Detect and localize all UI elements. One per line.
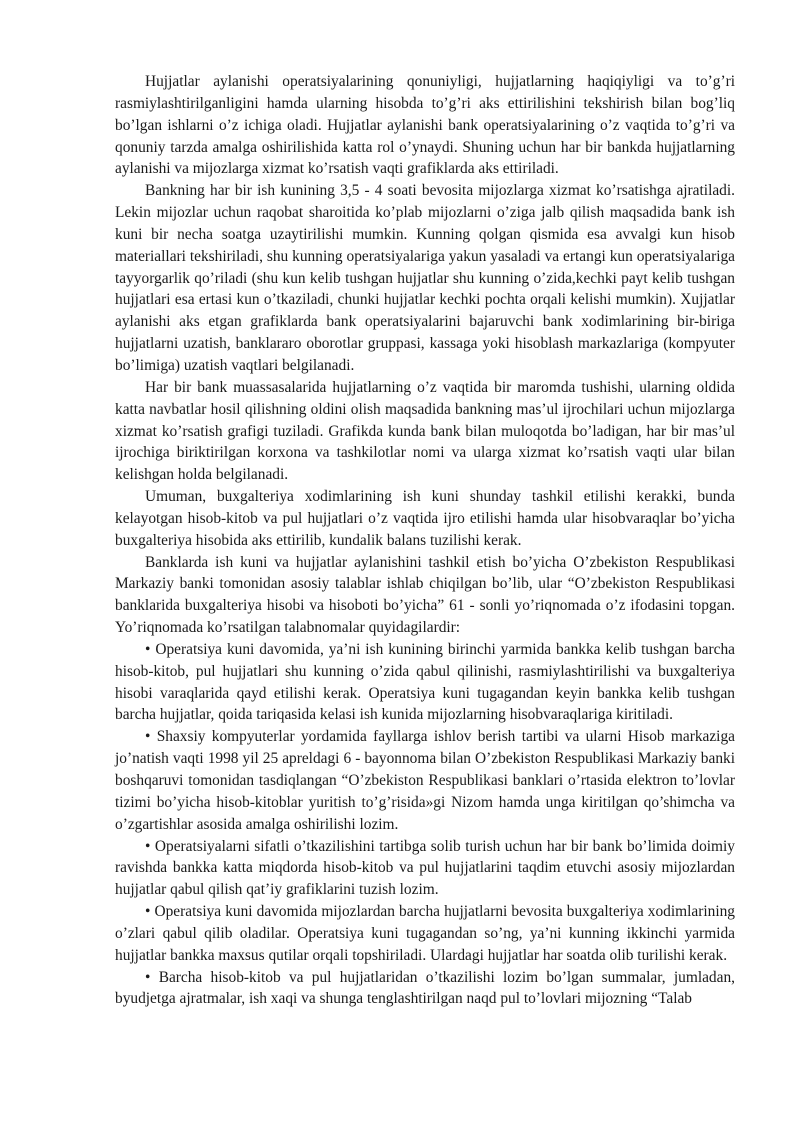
bullet-item-2 xyxy=(115,726,735,835)
paragraph-5: Banklarda ish kuni va hujjatlar aylanishini tashkil etish bo’yicha O’zbekiston Respublikasi Markaziy banki tomonidan asosiy talablar ishlab chiqilgan bo’lib, ular “O’zbekiston Respublikasi banklarida buxgalteriya hisobi va hisoboti bo’yicha” 61 - sonli yo’riqnomada o’z ifodasini topgan. Yo’riqnomada ko’rsatilgan talabnomalar quyidagilardir: xyxy=(115,553,735,637)
document-page xyxy=(115,71,735,1010)
paragraph-2: Bankning har bir ish kunining 3,5 - 4 soati bevosita mijozlarga xizmat ko’rsatishga ajratiladi. Lekin mijozlar uchun raqobat sharoitida ko’plab mijozlarni o’ziga jalb qilish maqsadida bank ish kuni bir necha soatga uzaytirilishi mumkin. Kunning qolgan qismida esa avvalgi kun hisob materiallari tekshiriladi, shu kunning operatsiyalariga yakun yasaladi va ertangi kun operatsiyalariga tayyorgarlik qo’riladi (shu kun kelib tushgan hujjatlar shu kunning o’zida,kechki payt kelib tushgan hujjatlari esa ertasi kun o’tkaziladi, chunki hujjatlar kechki pochta orqali kelishi mumkin). Xujjatlar aylanishi aks etgan grafiklarda bank operatsiyalarini bajaruvchi bank xodimlarining bir-biriga hujjatlarni uzatish, banklararo oborotlar gruppasi, kassaga yoki hisoblash markazlariga (kompyuter bo’limiga) uzatish vaqtlari belgilanadi. xyxy=(115,182,735,374)
bullet-item-4 xyxy=(115,901,735,967)
bullet-icon: • xyxy=(145,728,151,746)
bullet-icon: • xyxy=(145,903,151,921)
bullet-item-1 xyxy=(115,639,735,726)
bullet-icon: • xyxy=(145,837,151,855)
bullet-item-3 xyxy=(115,836,735,902)
bullet-icon: • xyxy=(145,968,151,986)
bullet-text: Operatsiya kuni davomida mijozlardan barcha hujjatlarni bevosita buxgalteriya xodimlarining o’zlari qabul qilib oladilar. Operatsiya kuni tugagandan so’ng, ya’ni kunning ikkinchi yarmida hujjatlar bankka maxsus qutilar orqali topshiriladi. Ulardagi hujjatlar har soatda olib turilishi kerak. xyxy=(115,903,735,964)
paragraph-4: Umuman, buxgalteriya xodimlarining ish kuni shunday tashkil etilishi kerakki, bunda kelayotgan hisob-kitob va pul hujjatlari o’z vaqtida ijro etilishi hamda ular hisobvaraqlar bo’yicha buxgalteriya hisobida aks ettirilib, kundalik balans tuzilishi kerak. xyxy=(115,488,735,549)
bullet-text: Operatsiya kuni davomida, ya’ni ish kunining birinchi yarmida bankka kelib tushgan barcha hisob-kitob, pul hujjatlari shu kunning o’zida qabul qilinishi, rasmiylashtirilishi va buxgalteriya hisobi varaqlarida qayd etilishi kerak. Operatsiya kuni tugagandan keyin bankka kelib tushgan barcha hujjatlar, qoida tariqasida kelasi ish kunida mijozlarning hisobvaraqlariga kiritiladi. xyxy=(115,640,735,724)
bullet-text: Barcha hisob-kitob va pul hujjatlaridan o’tkazilishi lozim bo’lgan summalar, jumladan, byudjetga ajratmalar, ish xaqi va shunga tenglashtirilgan naqd pul to’lovlari mijozning “Talab xyxy=(115,968,735,1008)
bullet-text: Operatsiyalarni sifatli o’tkazilishini tartibga solib turish uchun har bir bank bo’limida doimiy ravishda bankka katta miqdorda hisob-kitob va pul hujjatlarini taqdim etuvchi asosiy mijozlardan hujjatlar qabul qilish qat’iy grafiklarini tuzish lozim. xyxy=(115,837,735,899)
bullet-icon: • xyxy=(145,640,151,658)
paragraph-3: Har bir bank muassasalarida hujjatlarning o’z vaqtida bir maromda tushishi, ularning oldida katta navbatlar hosil qilishning oldini olish maqsadida bankning mas’ul ijrochilari uchun mijozlarga xizmat ko’rsatish grafigi tuziladi. Grafikda kunda bank bilan muloqotda bo’ladigan, har bir mas’ul ijrochiga biriktirilgan korxona va tashkilotlar nomi va ularga xizmat ko’rsatish vaqti ular bilan kelishgan holda belgilanadi. xyxy=(115,378,735,484)
bullet-item-5 xyxy=(115,967,735,1011)
bullet-text: Shaxsiy kompyuterlar yordamida fayllarga ishlov berish tartibi va ularni Hisob markaziga jo’natish vaqti 1998 yil 25 apreldagi 6 - bayonnoma bilan O’zbekiston Respublikasi Markaziy banki boshqaruvi tomonidan tasdiqlangan “O’zbekiston Respublikasi banklari o’rtasida elektron to’lovlar tizimi bo’yicha hisob-kitoblar yuritish to’g’risida»gi Nizom hamda unga kiritilgan qo’shimcha va o’zgartishlar asosida amalga oshirilishi lozim. xyxy=(115,728,735,833)
paragraph-1: Hujjatlar aylanishi operatsiyalarining qonuniyligi, hujjatlarning haqiqiyligi va to’g’ri rasmiylashtirilganligini hamda ularning hisobda to’g’ri aks ettirilishini tekshirish bilan bog’liq bo’lgan ishlarni o’z ichiga oladi. Hujjatlar aylanishi bank operatsiyalarining o’z vaqtida to’g’ri va qonuniy tarzda amalga oshirilishida katta rol o’ynaydi. Shuning uchun har bir bankda hujjatlarning aylanishi va mijozlarga xizmat ko’rsatish vaqti grafiklarda aks ettiriladi. xyxy=(115,73,735,178)
